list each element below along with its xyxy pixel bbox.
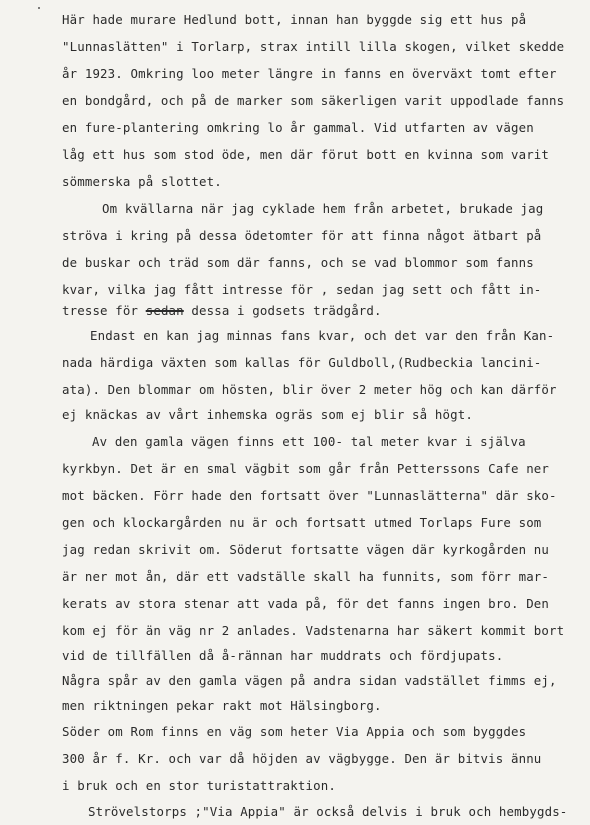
text-line: låg ett hus som stod öde, men där förut bott en kvinna som varit <box>62 147 550 162</box>
text-line: Några spår av den gamla vägen på andra sidan vadstället fimms ej, <box>62 673 557 688</box>
text-line: kom ej för än väg nr 2 anlades. Vadstenarna har säkert kommit bort <box>62 623 565 638</box>
text-line: en fure-plantering omkring lo år gammal. Vid utfarten av vägen <box>62 120 534 135</box>
text-line: vid de tillfällen då å-rännan har muddrats och fördjupats. <box>62 648 504 663</box>
text-line: ströva i kring på dessa ödetomter för att finna något ätbart på <box>62 228 542 243</box>
text-line: men riktningen pekar rakt mot Hälsingborg. <box>62 698 382 713</box>
struck-word: sedan <box>145 303 184 318</box>
text-line: mot bäcken. Förr hade den fortsatt över "Lunnaslätterna" där sko- <box>62 488 557 503</box>
text-line: är ner mot ån, där ett vadställe skall ha funnits, som förr mar- <box>62 569 550 584</box>
text-line: Strövelstorps ;"Via Appia" är också delvis i bruk och hembygds- <box>88 804 568 819</box>
text-line: jag redan skrivit om. Söderut fortsatte vägen där kyrkogården nu <box>62 542 550 557</box>
text-line: Endast en kan jag minnas fans kvar, och det var den från Kan- <box>90 328 555 343</box>
text-line: Av den gamla vägen finns ett 100- tal meter kvar i själva <box>92 434 526 449</box>
text-line: Om kvällarna när jag cyklade hem från arbetet, brukade jag <box>102 201 544 216</box>
text-line: en bondgård, och på de marker som säkerligen varit uppodlade fanns <box>62 93 565 108</box>
text-line: ata). Den blommar om hösten, blir över 2 meter hög och kan därför <box>62 382 557 397</box>
text-line: Söder om Rom finns en väg som heter Via Appia och som byggdes <box>62 724 527 739</box>
text-line: år 1923. Omkring loo meter längre in fanns en överväxt tomt efter <box>62 66 557 81</box>
text-line: kyrkbyn. Det är en smal vägbit som går från Petterssons Cafe ner <box>62 461 550 476</box>
text-line: kerats av stora stenar att vada på, för det fanns ingen bro. Den <box>62 596 550 611</box>
text-line-with-strikethrough <box>62 303 382 319</box>
ink-speck <box>38 7 40 9</box>
text-line: "Lunnaslätten" i Torlarp, strax intill lilla skogen, vilket skedde <box>62 39 565 54</box>
text-line: gen och klockargården nu är och fortsatt utmed Torlaps Fure som <box>62 515 542 530</box>
text-segment: dessa i godsets trädgård. <box>183 303 382 318</box>
text-line: Här hade murare Hedlund bott, innan han byggde sig ett hus på <box>62 12 527 27</box>
text-line: nada härdiga växten som kallas för Guldboll,(Rudbeckia lancini- <box>62 355 542 370</box>
text-line: i bruk och en stor turistattraktion. <box>62 778 336 793</box>
text-line: de buskar och träd som där fanns, och se vad blommor som fanns <box>62 255 534 270</box>
text-segment: tresse för <box>62 303 146 318</box>
text-line: kvar, vilka jag fått intresse för , sedan jag sett och fått in- <box>62 282 542 297</box>
text-line: ej knäckas av vårt inhemska ogräs som ej blir så högt. <box>62 407 473 422</box>
text-line: 300 år f. Kr. och var då höjden av vägbygge. Den är bitvis ännu <box>62 751 542 766</box>
text-line: sömmerska på slottet. <box>62 174 222 189</box>
